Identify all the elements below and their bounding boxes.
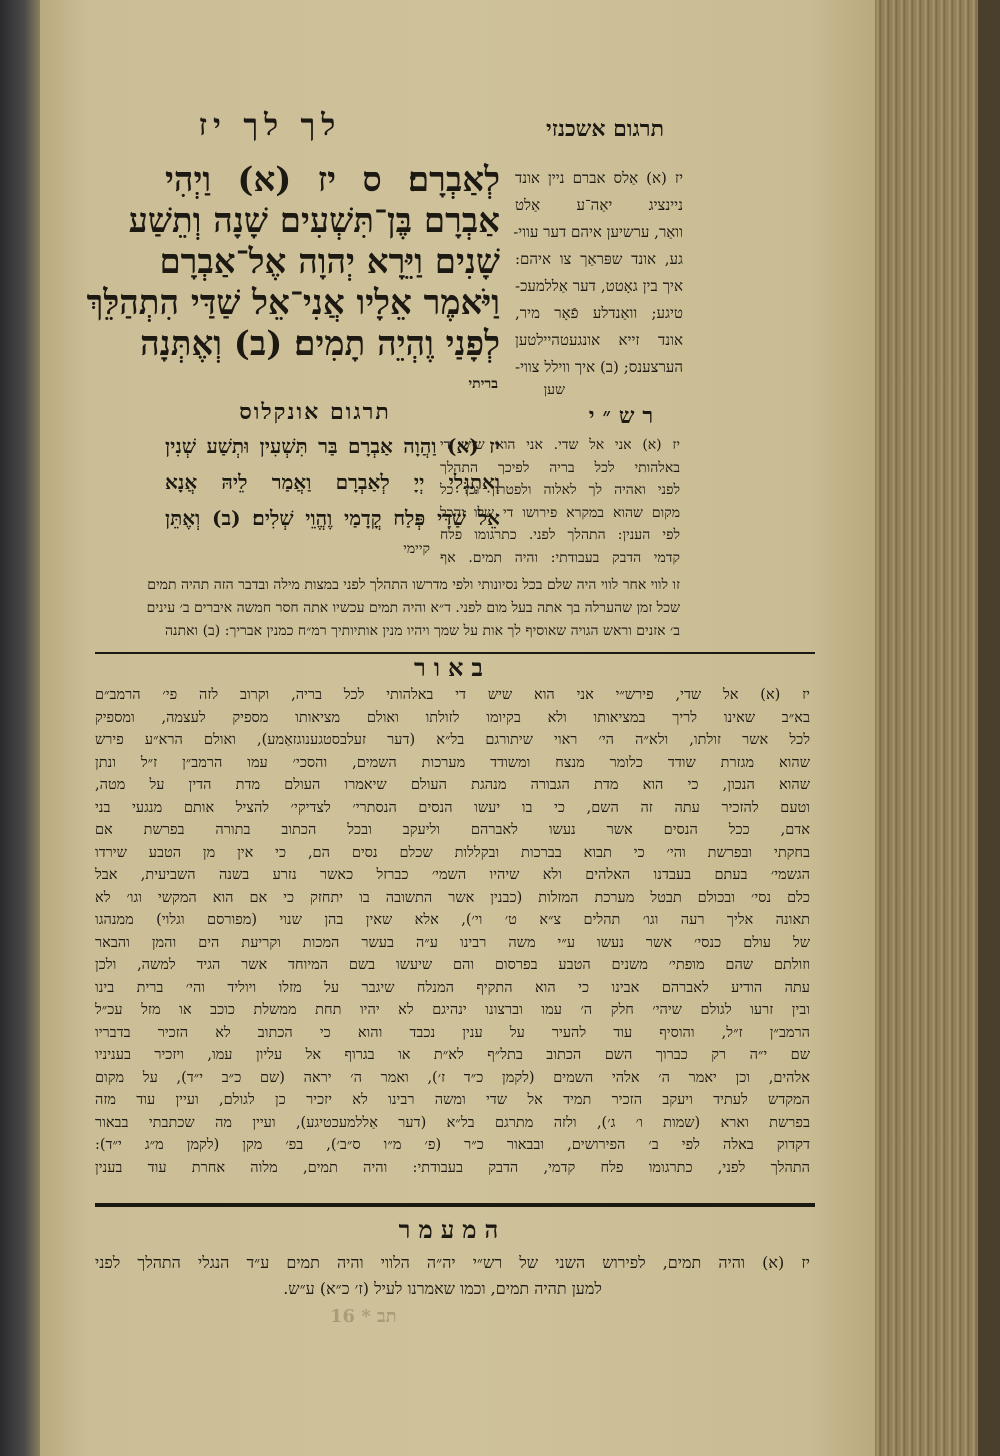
biur-line: כלם נסי׳ ובכולם תבטל מערכת המזלות (כבנין אשר התשובה בו יתחזק כי אם הוא המקשי וגו׳ לא	[95, 889, 810, 906]
translation-line: ניינציג יאַה־ע אַלט	[515, 196, 683, 214]
biur-title: באור	[414, 653, 491, 682]
signature-mark: 16 * תב	[330, 1306, 397, 1327]
ashkenazi-catchword: שען	[543, 382, 565, 398]
onkelos-line: אֵל שַׁדַּי פְּלַח קֳדָמַי וֶהֱוֵי שְׁלִים׃ (ב) וְאֶתֵּן	[165, 506, 500, 530]
translation-line: אונד זייא אונגעטהיילטען	[515, 331, 683, 349]
meamar-line: למען תהיה תמים, וכמו שאמרנו לעיל (ז׳ כ״א) ע״ש.	[283, 1279, 602, 1298]
verse-line: אַבְרָם בֶּן־תִּשְׁעִים שָׁנָה וְתֵשַׁע	[128, 201, 500, 241]
rashi-line: מקום שהוא במקרא פירושו די שלו והכל	[440, 504, 680, 521]
translation-line: וואַר, ערשיען איהם דער עווי-	[513, 223, 683, 241]
meamar-text	[95, 1250, 810, 1302]
biur-line: ובין זרעו לגולם שיהי׳ חלק ה׳ עמו וברצונו ינהיגם לא יהיו תחת ממשלת כוכב או מזל עכ״ל	[95, 1002, 810, 1018]
translation-line: יז (א) אַלס אברם ניין אונד	[515, 169, 683, 187]
running-head: לך לך יז	[198, 108, 342, 143]
rashi-line: לפי הענין: התהלך לפני. כתרגומו פלח	[440, 527, 680, 543]
biur-line: שהוא מגזרת שודד כלומר מנצח ומשודד מערכות השמים, והסכי׳ עמו הרמב״ן ז״ל ונתן	[95, 754, 810, 771]
biur-line: המקדש לעתיד ויעקב הזכיר תמיד אל שדי ומשה רבינו לא יזכיר כן לגולם, ועיין עוד מזה	[95, 1092, 810, 1108]
rashi-line: לפני ואהיה לך לאלוה ולפטרון וכן כל	[440, 482, 680, 498]
translation-line: איך בין גאָטט, דער אַללמעכ-	[515, 277, 683, 295]
translation-line: גע, אונד שפּראַך צו איהם:	[515, 250, 683, 268]
biur-line: בפרשת וארא (שמות ו׳ ג׳), ולזה מתרגם בל״א (דער אַללמעכטיגע), ועיין מה שכתבתי בבאור	[95, 1114, 810, 1131]
biur-line: של עולם כנסי׳ אשר נעשו ע״י משה רבינו ע״ה בעשר המכות וקריעת הים והמן והבאר	[95, 934, 810, 951]
rashi-text-wide	[146, 574, 680, 643]
biur-line: שהוא הנכון, כי הוא מדת הגבורה מנהגת העולם שיאמרו העולם מדת הדין על מטה,	[95, 777, 810, 793]
biur-line: אדם, ככל הנסים אשר נעשו לאברהם וליעקב ובכל הכתוב בתורה בפרשת אם	[95, 822, 810, 838]
book-binding	[0, 0, 40, 1456]
rashi-line: באלהותי לכל בריה לפיכך התהלך	[440, 459, 680, 476]
meamar-line: יז (א) והיה תמים, לפירוש השני של רש״י יה״ה הלווי והיה תמים ע״ד הנגלי התהלך לפני	[95, 1253, 810, 1272]
verse-line: שָׁנִים וַיֵּרָא יְהוָה אֶל־אַבְרָם	[159, 242, 500, 282]
onkelos-line: וְאִתְגְּלִי יְיָ לְאַבְרָם וַאֲמַר לֵיהּ אֲנָא	[165, 470, 500, 494]
rashi-line: זו לווי אחר לווי היה שלם בכל נסיונותי ולפי מדרשו התהלך לפני במצות מילה ובדבר הזה תהיה תמים	[147, 577, 680, 593]
biur-line: דקדוק באלה לפי ב׳ הפירושים, ובבאור כ״ר (פ׳ מ״ו ס״ב׳), בפ׳ מקן (לקמן מ״ג י״ד):	[95, 1137, 810, 1153]
rashi-line: קדמי הדבק בעבודתי: והיה תמים. אף	[440, 549, 680, 566]
onkelos-title: תרגום אונקלוס	[239, 399, 391, 425]
biur-text	[95, 684, 810, 1179]
biur-line: יז (א) אל שדי, פירש״י אני הוא שיש די באלהותי לכל בריה, וקרוב לזה פי׳ הרמב״ם	[95, 687, 810, 703]
verse-line: וַיֹּאמֶר אֵלָיו אֲנִי־אֵל שַׁדַּי הִתְהַלֵּךְ	[86, 283, 500, 323]
translation-line: טיגע; וואַנדלע פֿאָר מיר,	[515, 304, 683, 322]
rashi-line: שכל זמן שהערלה בך אתה בעל מום לפני. ד״א והיה תמים עכשיו אתה חסר חמשה איברים ב׳ עינים	[146, 600, 680, 616]
verse-catchword: בריתי	[468, 376, 498, 392]
biur-line: התהלך לפני, כתרגומו פלח קדמי, הדבק בעבודתי: והיה תמים, מלוה אחרת עוד בענין	[95, 1159, 810, 1176]
biur-line: אלהים, וכן יאמר ה׳ אלהי השמים (לקמן כ״ד ז׳), ואמר ה׳ יראה (שם כ״ב י״ד), על מקום	[95, 1069, 810, 1086]
rashi-text	[440, 434, 680, 569]
meamar-title: המעמר	[398, 1215, 507, 1244]
divider	[95, 1203, 815, 1207]
biur-line: הרמב״ן ז״ל, והוסיף עוד להעיר על ענין נכבד והוא כי הכתוב לא הזכיר בדבריו	[95, 1024, 810, 1041]
onkelos-catchword: קיימי	[403, 541, 430, 557]
biur-line: תאונה אליך רעה וגו׳ תהלים צ״א ט׳ וי׳), אלא שאין בהן שנוי (מפורסם וגלוי) ממנהגו	[95, 912, 810, 928]
biur-line: בחקתי ובפרשת והי׳ כי תבוא בברכות ובקללות שכלם נסים הם, כי אין מן הטבע שירדו	[95, 844, 810, 861]
biur-line: וזולתם שהם מופתי׳ משנים הטבע בפרסום והם שיעשו בשם המיוחד אשר הגיד למשה, ולכן	[95, 957, 810, 973]
biur-line: בא״ב שאינו לריך במציאותו ולא בקיומו לזולתו ואולם מציאותו מספיק לעצמה, ומספיק	[95, 709, 810, 726]
ashkenazi-title: תרגום אשכנזי	[545, 116, 664, 142]
onkelos-line: יז (א) וַהֲוָה אַבְרָם בַּר תִּשְׁעִין וּתְשַׁע שְׁנִין	[165, 434, 500, 458]
rashi-line: ב׳ אזנים וראש הגויה שאוסיף לך אות על שמך ויהיו מנין אותיותיך רמ״ח כמנין אבריך: (ב) ואתנה	[165, 623, 680, 639]
verse-text	[86, 160, 500, 365]
rashi-line: יז (א) אני אל שדי. אני הוא שיש די	[440, 437, 680, 453]
biur-line: שם י״ה רק כברוך השם הכתוב בתל״ף לא״ת או בגרוף אל עליון עמו, ויזכיר בעניניו	[95, 1047, 810, 1063]
verse-line: לְאַבְרָם׃ ס יז (א) וַיְהִי	[165, 160, 500, 200]
biur-line: הגשמי׳ בעתם בעבדנו האלהים ולא שיהיו השמי׳ כברזל כאשר נזרע בשנה השביעית, אבל	[95, 867, 810, 883]
biur-line: עתה הודיע לאברהם אבינו כי הוא התקיף המנלח שיגבר על מזלו ויוליד והי׳ ברית בינו	[95, 979, 810, 996]
verse-line: לְפָנַי וֶהְיֵה תָמִים׃ (ב) וְאֶתְּנָה	[140, 324, 500, 364]
biur-line: לכל אשר זולתו, ולא״ה הי׳ ראוי שיתורגם בל״א (דער זעלבסטגענוגזאַמע), ואולם הרא״ע פירש	[95, 732, 810, 748]
rashi-title: רש״י	[588, 403, 662, 429]
page-edges	[875, 0, 1000, 1456]
translation-line: הערצענס; (ב) איך ווילל צווי-	[515, 358, 683, 376]
ashkenazi-translation	[515, 165, 683, 381]
biur-line: וטעם להזכיר עתה זה השם, כי בו יעשו הנסים הנסתרי׳ לצדיקי׳ להציל אותם מנגעי בני	[95, 799, 810, 816]
